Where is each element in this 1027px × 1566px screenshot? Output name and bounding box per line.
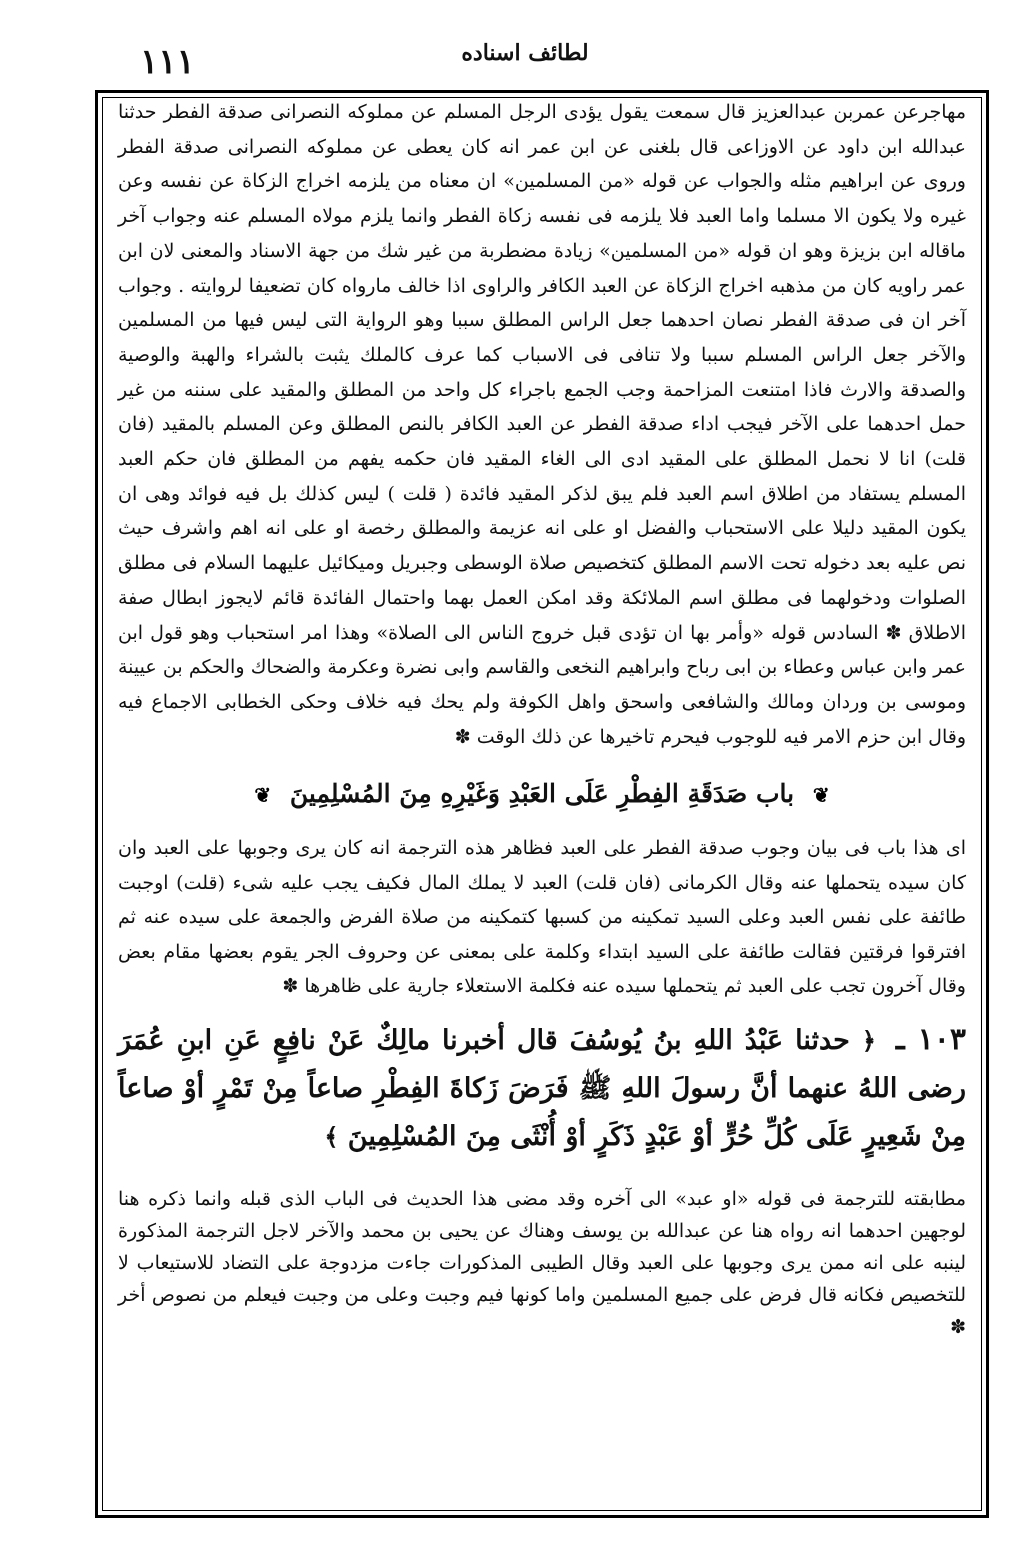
hadith-close-bracket: ﴾	[324, 1121, 339, 1151]
commentary-paragraph: مهاجرعن عمربن عبدالعزيز قال سمعت يقول يؤدى الرجل المسلم عن مملوكه النصرانى صدقة الفطر حدثنا عبدالله ابن داود عن الاوزاعى قال بلغنى عن ابن عمر انه كان يعطى عن مملوكه النصرانى صدقة الفطر وروى عن ابراهيم مثله والجواب عن قوله «من المسلمين» ان معناه من يلزمه اخراج الزكاة عن نفسه وعن غيره ولا يكون الا مسلما واما العبد فلا يلزمه فى نفسه زكاة الفطر وانما يلزم مولاه المسلم عنه وجواب آخر ماقاله ابن بزيزة وهو ان قوله «من المسلمين» زيادة مضطربة من غير شك من جهة الاسناد والمعنى لان ابن عمر راويه كان من مذهبه اخراج الزكاة عن العبد الكافر والراوى اذا خالف مارواه كان تضعيفا لروايته . وجواب آخر ان فى صدقة الفطر نصان احدهما جعل الراس المطلق سببا وهو الرواية التى ليس فيها من المسلمين والآخر جعل الراس المسلم سببا ولا تنافى فى الاسباب كما عرف كالملك يثبت بالشراء والهبة والوصية والصدقة والارث فاذا امتنعت المزاحمة وجب الجمع باجراء كل واحد من المطلق والمقيد على سننه من غير حمل احدهما على الآخر فيجب اداء صدقة الفطر عن العبد الكافر بالنص المطلق وعن المسلم بالمقيد (فان قلت) انا لا نحمل المطلق على المقيد ادى الى الغاء المقيد فان حكمه يفهم من المطلق فان حكم العبد المسلم يستفاد من اطلاق اسم العبد فلم يبق لذكر المقيد فائدة ( قلت ) ليس كذلك بل فيه فوائد وهى ان يكون المقيد دليلا على الاستحباب والفضل او على انه عزيمة والمطلق رخصة او على انه اهم واشرف حيث نص عليه بعد دخوله تحت الاسم المطلق كتخصيص صلاة الوسطى وجبريل وميكائيل عليهما السلام فى مطلق الصلوات ودخولهما فى مطلق اسم الملائكة وقد امكن العمل بهما واحتمال الفائدة قائم لايجوز ابطال صفة الاطلاق ✽ السادس قوله «وأمر بها ان تؤدى قبل خروج الناس الى الصلاة» وهذا امر استحباب وهو قول ابن عمر وابن عباس وعطاء بن ابى رباح وابراهيم النخعى والقاسم وابى نضرة وعكرمة والضحاك والحكم بن عيينة وموسى بن وردان ومالك والشافعى واسحق واهل الكوفة ولم يحك فيه خلاف وحكى الخطابى الاجماع فيه وقال ابن حزم الامر فيه للوجوب فيحرم تاخيرها عن ذلك الوقت ✽	[118, 101, 967, 748]
ornament-right-icon: ❦	[812, 783, 830, 808]
chapter-heading-text: باب صَدَقَةِ الفِطْرِ عَلَى العَبْدِ وَغَيْرِهِ مِنَ المُسْلِمِينَ	[289, 779, 795, 809]
chapter-explanation	[118, 831, 966, 1004]
hadith-block	[118, 1016, 966, 1161]
page-frame	[95, 90, 989, 1518]
hadith-open-bracket: ﴿	[861, 1025, 876, 1055]
hadith-number: ١٠٣ ـ	[895, 1021, 967, 1057]
sharh-paragraph: مطابقته للترجمة فى قوله «او عبد» الى آخره وقد مضى هذا الحديث فى الباب الذى قبله وانما ذكره هنا لوجهين احدهما انه رواه هنا عن عبدالله بن يوسف وهناك عن يحيى بن محمد والآخر لاجل الترجمة المذكورة لينبه على انه ممن يرى وجوبها على العبد وقال الطيبى المذكورات جاءت مزدوجة على التضاد للاستيعاب لا للتخصيص فكانه قال فرض على جميع المسلمين واما كونها فيم وجبت وعلى من وجبت فيعلم من نصوص أخر ✽	[118, 1187, 966, 1338]
chapter-heading	[118, 774, 966, 815]
running-head	[0, 0, 1027, 92]
commentary-block	[118, 95, 966, 754]
hadith-text: حدثنا عَبْدُ اللهِ بنُ يُوسُفَ قال أخبرنا مالِكٌ عَنْ نافِعٍ عَنِ ابنِ عُمَرَ رضى اللهُ عنهما أنَّ رسولَ اللهِ ﷺ فَرَضَ زَكاةَ الفِطْرِ صاعاً مِنْ تَمْرٍ أوْ صاعاً مِنْ شَعِيرٍ عَلَى كُلِّ حُرٍّ أوْ عَبْدٍ ذَكَرٍ أوْ أُنْثَى مِنَ المُسْلِمِينَ	[118, 1024, 966, 1152]
running-title: لطائف اسناده	[461, 40, 589, 66]
sharh-block	[118, 1183, 966, 1343]
chapter-explanation-paragraph: اى هذا باب فى بيان وجوب صدقة الفطر على العبد فظاهر هذه الترجمة انه كان يرى وجوبها على العبد وان كان سيده يتحملها عنه وقال الكرمانى (فان قلت) العبد لا يملك المال فكيف يجب عليه شىء (قلت) اوجبت طائفة على نفس العبد وعلى السيد تمكينه من كسبها كتمكينه من صلاة الفرض والجمعة على سيده عنه ثم افترقوا فرقتين فقالت طائفة على السيد ابتداء وكلمة على بمعنى عن وحروف الجر يقوم بعضها مقام بعض وقال آخرون تجب على العبد ثم يتحملها سيده عنه فكلمة الاستعلاء جارية على ظاهرها ✽	[118, 837, 966, 998]
page-number: ١١١	[140, 42, 195, 82]
ornament-left-icon: ❦	[254, 783, 272, 808]
page-body	[118, 95, 966, 1343]
